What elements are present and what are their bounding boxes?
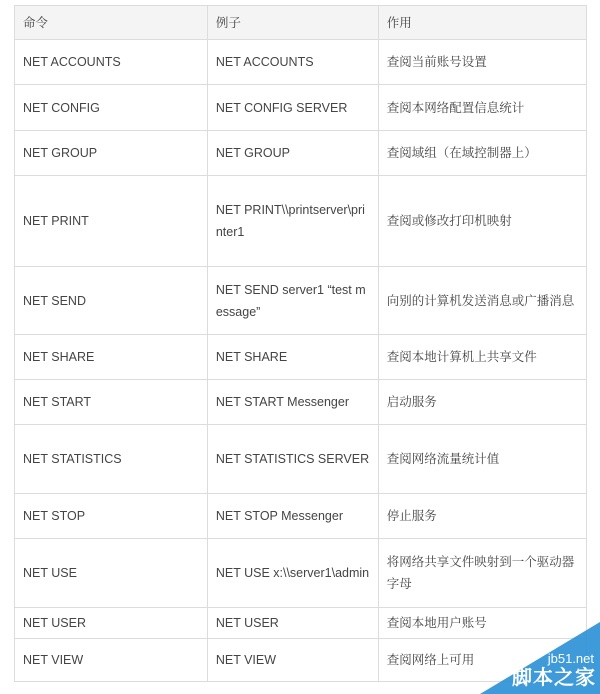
purpose-cell: 查阅当前账号设置 <box>378 40 586 85</box>
example-cell: NET STOP Messenger <box>207 494 378 539</box>
example-cell: NET VIEW <box>207 639 378 682</box>
example-cell: NET USER <box>207 608 378 639</box>
purpose-cell: 向别的计算机发送消息或广播消息 <box>378 267 586 335</box>
watermark-domain: jb51.net <box>547 651 594 666</box>
net-commands-table <box>14 5 587 682</box>
command-cell: NET SEND <box>15 267 208 335</box>
table-row <box>15 176 587 267</box>
purpose-cell: 查阅本网络配置信息统计 <box>378 85 586 131</box>
table-row <box>15 85 587 131</box>
command-cell: NET STATISTICS <box>15 425 208 494</box>
site-watermark <box>480 622 600 694</box>
command-cell: NET CONFIG <box>15 85 208 131</box>
purpose-cell: 将网络共享文件映射到一个驱动器字母 <box>378 539 586 608</box>
purpose-cell: 启动服务 <box>378 380 586 425</box>
table-row <box>15 494 587 539</box>
header-purpose: 作用 <box>378 6 586 40</box>
table-row <box>15 267 587 335</box>
purpose-cell: 查阅本地用户账号 <box>378 608 586 639</box>
header-example: 例子 <box>207 6 378 40</box>
table-row <box>15 380 587 425</box>
example-cell: NET GROUP <box>207 131 378 176</box>
table-row <box>15 335 587 380</box>
purpose-cell: 停止服务 <box>378 494 586 539</box>
watermark-logo-text: 脚本之家 <box>512 665 596 689</box>
command-cell: NET USER <box>15 608 208 639</box>
table-header-row <box>15 6 587 40</box>
example-cell: NET CONFIG SERVER <box>207 85 378 131</box>
example-cell: NET STATISTICS SERVER <box>207 425 378 494</box>
example-cell: NET START Messenger <box>207 380 378 425</box>
command-cell: NET GROUP <box>15 131 208 176</box>
command-cell: NET SHARE <box>15 335 208 380</box>
example-cell: NET USE x:\\server1\admin <box>207 539 378 608</box>
purpose-cell: 查阅域组（在域控制器上） <box>378 131 586 176</box>
command-cell: NET VIEW <box>15 639 208 682</box>
table-row <box>15 131 587 176</box>
table-row <box>15 40 587 85</box>
example-cell: NET SHARE <box>207 335 378 380</box>
purpose-cell: 查阅本地计算机上共享文件 <box>378 335 586 380</box>
purpose-cell: 查阅网络上可用 <box>378 639 586 682</box>
table-row <box>15 539 587 608</box>
command-cell: NET USE <box>15 539 208 608</box>
command-cell: NET PRINT <box>15 176 208 267</box>
example-cell: NET ACCOUNTS <box>207 40 378 85</box>
example-cell: NET PRINT\\printserver\printer1 <box>207 176 378 267</box>
purpose-cell: 查阅或修改打印机映射 <box>378 176 586 267</box>
command-cell: NET STOP <box>15 494 208 539</box>
purpose-cell: 查阅网络流量统计值 <box>378 425 586 494</box>
command-cell: NET START <box>15 380 208 425</box>
header-command: 命令 <box>15 6 208 40</box>
command-cell: NET ACCOUNTS <box>15 40 208 85</box>
table-row <box>15 425 587 494</box>
example-cell: NET SEND server1 “test message” <box>207 267 378 335</box>
